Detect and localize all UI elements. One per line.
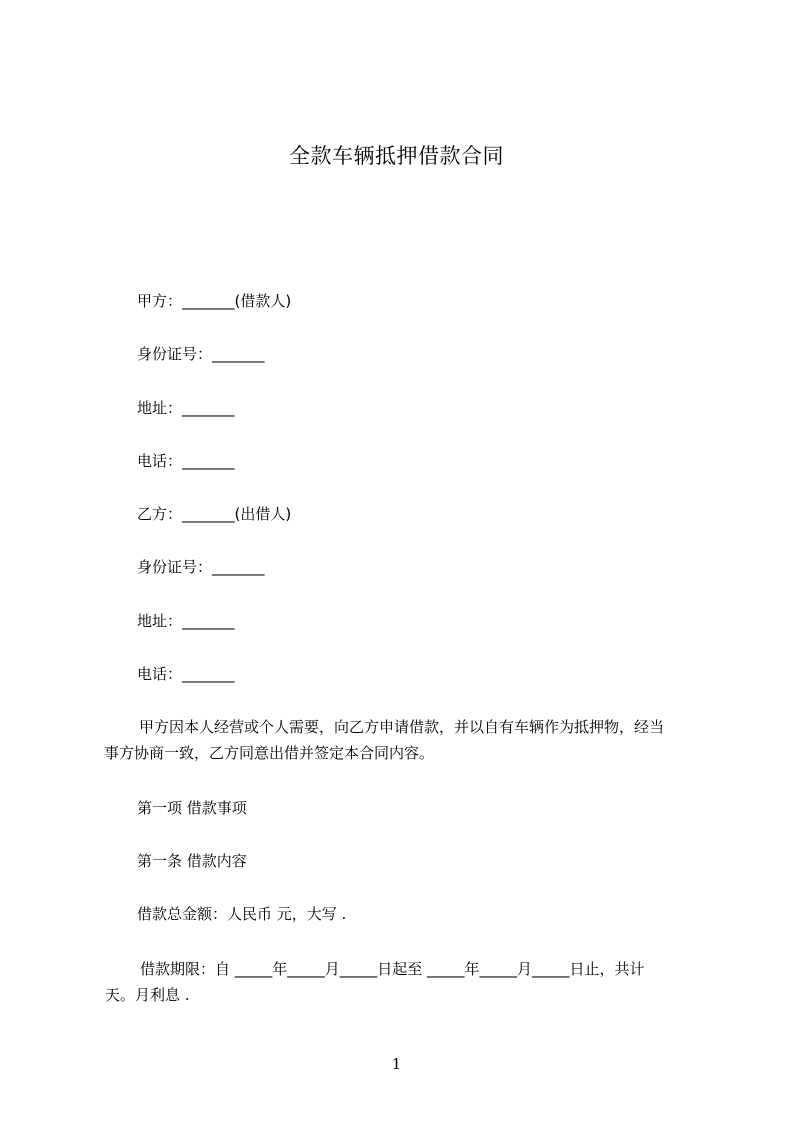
party-b-phone-line: 电话：_______ <box>137 665 235 683</box>
party-b-name-line: 乙方：_______(出借人) <box>137 505 292 523</box>
intro-paragraph <box>104 714 719 766</box>
article-1-heading: 第一条 借款内容 <box>137 852 247 870</box>
party-a-name-line: 甲方：_______(借款人) <box>137 292 292 310</box>
document-title: 全款车辆抵押借款合同 <box>289 144 504 168</box>
party-b-id-line: 身份证号：_______ <box>137 558 265 576</box>
loan-term-paragraph <box>105 956 719 1008</box>
party-a-id-line: 身份证号：_______ <box>137 345 265 363</box>
page-number: 1 <box>391 1055 402 1073</box>
intro-line-1: 甲方因本人经营或个人需要，向乙方申请借款，并以自有车辆作为抵押物，经当 <box>139 718 665 736</box>
intro-line-2: 事方协商一致，乙方同意出借并签定本合同内容。 <box>104 744 435 762</box>
party-a-address-line: 地址：_______ <box>137 399 235 417</box>
party-a-phone-line: 电话：_______ <box>137 452 235 470</box>
loan-term-line-1: 借款期限：自 _____年_____月_____日起至 _____年_____月_____日止，共计 <box>140 960 645 978</box>
section-1-heading: 第一项 借款事项 <box>137 799 247 817</box>
party-b-address-line: 地址：_______ <box>137 612 235 630</box>
loan-amount-line: 借款总金额：人民币 元，大写 . <box>137 905 347 923</box>
loan-term-line-2: 天。月利息 . <box>105 986 190 1004</box>
